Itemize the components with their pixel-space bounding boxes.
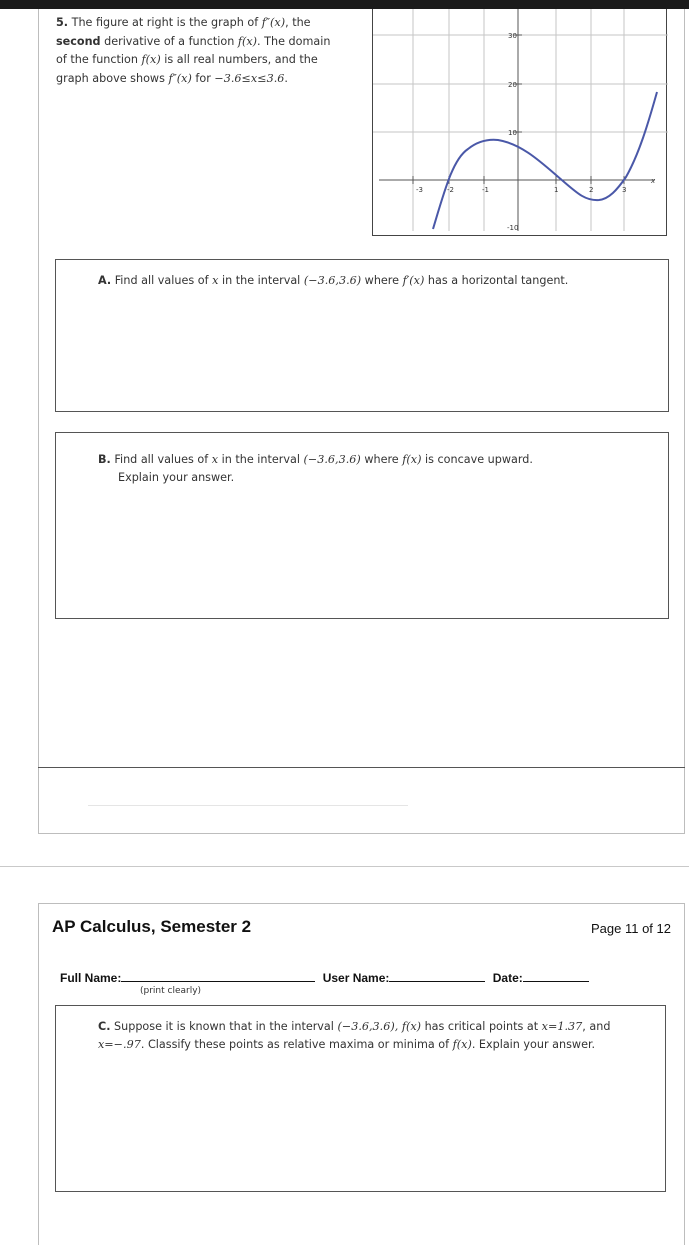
page-number: Page 11 of 12 [591, 921, 671, 936]
question-5-text: 5. The figure at right is the graph of f″(x), the second derivative of a function f(x). The domain of the function f(x) is all real numbers, and the graph above shows f″(x) for −3.6≤x≤3.6. [56, 16, 331, 85]
top-bar [0, 0, 689, 9]
part-b-answer-box[interactable] [55, 432, 669, 619]
user-name-field[interactable] [389, 971, 485, 982]
second-derivative-curve [433, 92, 657, 229]
date-field[interactable] [523, 971, 589, 982]
x-axis-label: x [651, 177, 656, 185]
course-title: AP Calculus, Semester 2 [52, 917, 252, 936]
full-name-label: Full Name: [60, 971, 122, 985]
x-tick-label: -1 [482, 186, 489, 194]
x-tick-label: 2 [589, 186, 594, 194]
name-fields [60, 971, 589, 985]
y-tick-label: 20 [508, 81, 517, 89]
part-c-prompt: C. Suppose it is known that in the interval (−3.6,3.6), f(x) has critical points at x=1.37, and x=−.97. Classify these points as relative maxima or minima of f(x). Explain your answer. [98, 1020, 611, 1051]
second-derivative-graph [373, 9, 668, 236]
y-tick-label: 30 [508, 32, 517, 40]
part-b-prompt: B. Find all values of x in the interval (−3.6,3.6) where f(x) is concave upward. Explain your answer. [98, 453, 533, 484]
part-a-prompt: A. Find all values of x in the interval (−3.6,3.6) where f′(x) has a horizontal tangent. [98, 274, 569, 287]
x-tick-label: -2 [447, 186, 454, 194]
part-a-answer-box[interactable] [55, 259, 669, 412]
x-tick-label: 3 [622, 186, 627, 194]
x-tick-label: 1 [554, 186, 559, 194]
print-clearly-note: (print clearly) [140, 986, 202, 996]
x-tick-label: -3 [416, 186, 423, 194]
full-name-field[interactable] [121, 971, 315, 982]
part-c-answer-box[interactable] [55, 1005, 666, 1192]
y-tick-label: -10 [507, 224, 519, 232]
faint-line [88, 805, 408, 806]
y-tick-label: 10 [508, 129, 517, 137]
date-label: Date: [492, 971, 523, 985]
page-gap-divider [0, 866, 689, 867]
graph-panel [372, 9, 667, 236]
section-divider [38, 767, 685, 768]
user-name-label: User Name: [322, 971, 390, 985]
